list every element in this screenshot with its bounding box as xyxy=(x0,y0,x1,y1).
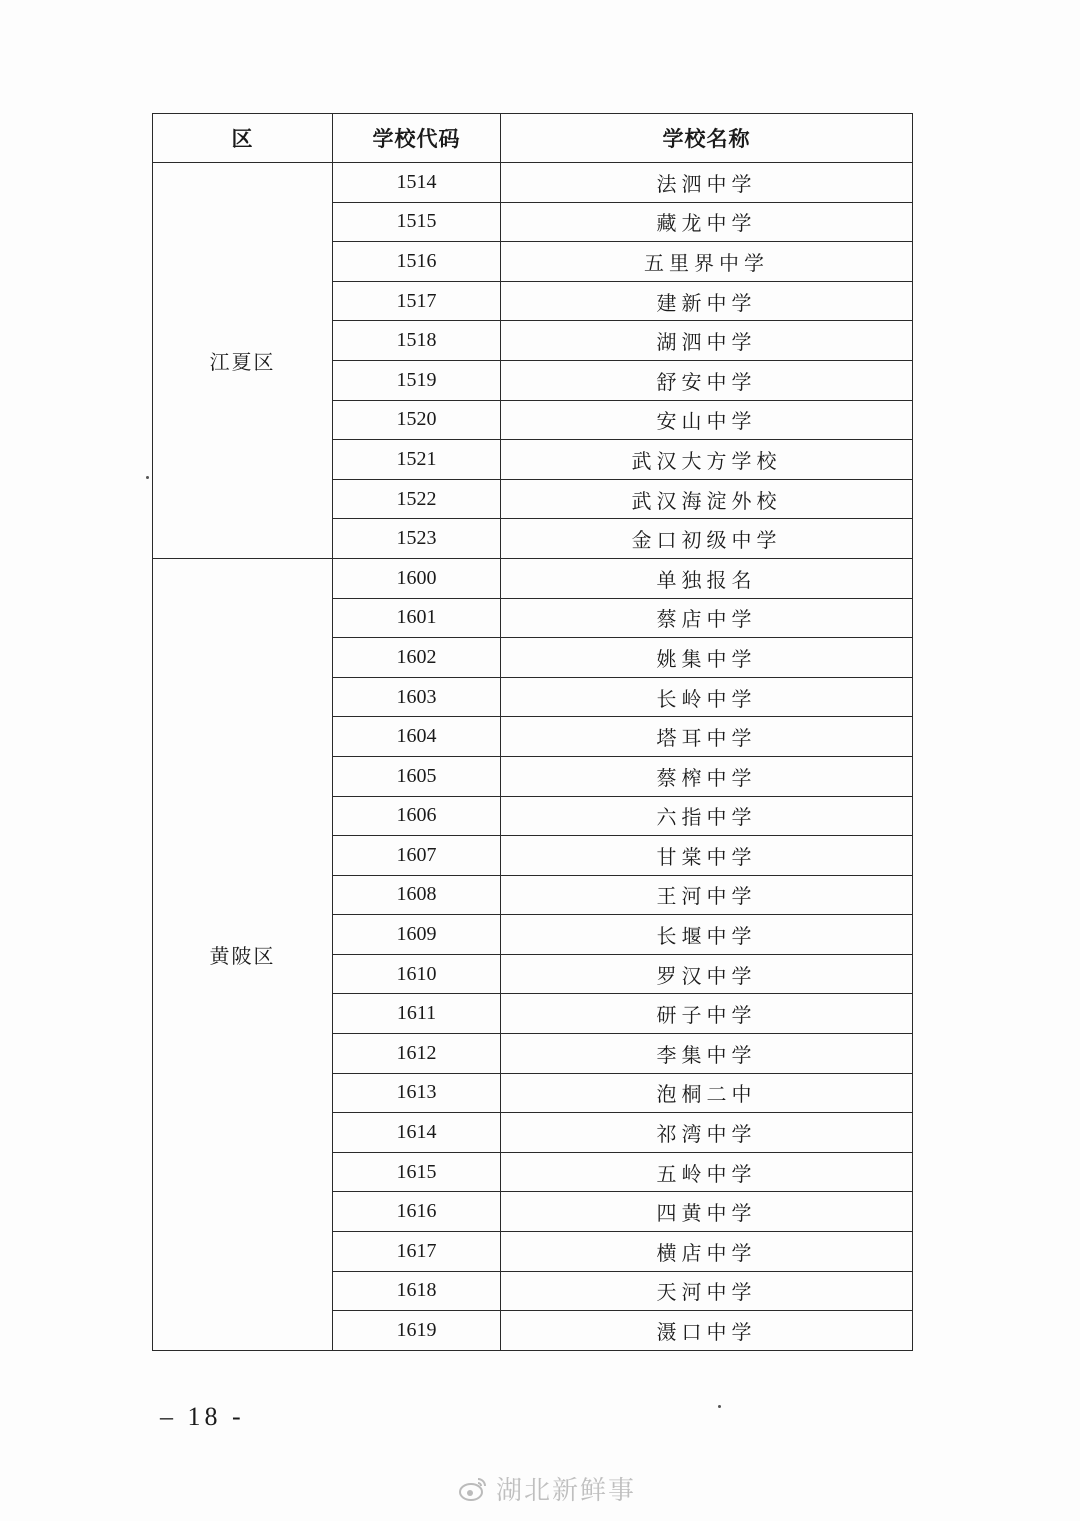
school-code-cell: 1616 xyxy=(333,1192,501,1232)
school-name-cell: 祁湾中学 xyxy=(501,1113,913,1153)
school-code-cell: 1514 xyxy=(333,163,501,203)
school-code-cell: 1611 xyxy=(333,994,501,1034)
school-name-cell: 五岭中学 xyxy=(501,1152,913,1192)
school-name-cell: 塔耳中学 xyxy=(501,717,913,757)
school-code-cell: 1520 xyxy=(333,400,501,440)
school-code-cell: 1610 xyxy=(333,954,501,994)
school-code-cell: 1615 xyxy=(333,1152,501,1192)
school-name-cell: 李集中学 xyxy=(501,1034,913,1074)
school-code-cell: 1613 xyxy=(333,1073,501,1113)
school-code-cell: 1606 xyxy=(333,796,501,836)
school-code-cell: 1518 xyxy=(333,321,501,361)
table-header-row xyxy=(153,114,913,163)
school-code-cell: 1601 xyxy=(333,598,501,638)
page-number: – 18 - xyxy=(160,1402,245,1431)
header-district: 区 xyxy=(153,114,333,163)
scan-speck xyxy=(146,476,149,479)
scan-speck xyxy=(718,1405,721,1408)
school-name-cell: 舒安中学 xyxy=(501,360,913,400)
school-code-cell: 1600 xyxy=(333,558,501,598)
school-code-cell: 1604 xyxy=(333,717,501,757)
district-cell: 江夏区 xyxy=(153,163,333,559)
school-name-cell: 天河中学 xyxy=(501,1271,913,1311)
header-school-name: 学校名称 xyxy=(501,114,913,163)
school-name-cell: 姚集中学 xyxy=(501,638,913,678)
school-code-table xyxy=(152,113,913,1351)
school-code-cell: 1519 xyxy=(333,360,501,400)
school-code-cell: 1607 xyxy=(333,836,501,876)
school-name-cell: 滠口中学 xyxy=(501,1311,913,1351)
school-name-cell: 单独报名 xyxy=(501,558,913,598)
watermark xyxy=(458,1470,636,1507)
school-name-cell: 王河中学 xyxy=(501,875,913,915)
table-row xyxy=(153,163,913,203)
school-name-cell: 罗汉中学 xyxy=(501,954,913,994)
watermark-text: 湖北新鲜事 xyxy=(496,1476,637,1506)
table-row xyxy=(153,558,913,598)
school-code-cell: 1614 xyxy=(333,1113,501,1153)
weibo-logo-icon xyxy=(458,1474,488,1504)
school-name-cell: 武汉大方学校 xyxy=(501,440,913,480)
school-name-cell: 长堰中学 xyxy=(501,915,913,955)
school-code-cell: 1517 xyxy=(333,281,501,321)
school-name-cell: 金口初级中学 xyxy=(501,519,913,559)
header-school-code: 学校代码 xyxy=(333,114,501,163)
school-code-cell: 1619 xyxy=(333,1311,501,1351)
school-name-cell: 泡桐二中 xyxy=(501,1073,913,1113)
school-code-cell: 1516 xyxy=(333,242,501,282)
district-cell: 黄陂区 xyxy=(153,558,333,1350)
school-code-cell: 1612 xyxy=(333,1034,501,1074)
school-name-cell: 湖泗中学 xyxy=(501,321,913,361)
school-code-cell: 1618 xyxy=(333,1271,501,1311)
school-name-cell: 甘棠中学 xyxy=(501,836,913,876)
school-name-cell: 武汉海淀外校 xyxy=(501,479,913,519)
school-code-cell: 1522 xyxy=(333,479,501,519)
school-name-cell: 横店中学 xyxy=(501,1232,913,1272)
school-code-cell: 1602 xyxy=(333,638,501,678)
school-code-cell: 1521 xyxy=(333,440,501,480)
school-code-cell: 1515 xyxy=(333,202,501,242)
school-name-cell: 四黄中学 xyxy=(501,1192,913,1232)
school-name-cell: 法泗中学 xyxy=(501,163,913,203)
school-code-cell: 1617 xyxy=(333,1232,501,1272)
school-name-cell: 长岭中学 xyxy=(501,677,913,717)
school-name-cell: 研子中学 xyxy=(501,994,913,1034)
school-code-cell: 1608 xyxy=(333,875,501,915)
table-body xyxy=(153,163,913,1351)
school-name-cell: 六指中学 xyxy=(501,796,913,836)
school-code-cell: 1523 xyxy=(333,519,501,559)
school-name-cell: 建新中学 xyxy=(501,281,913,321)
school-name-cell: 藏龙中学 xyxy=(501,202,913,242)
school-code-cell: 1603 xyxy=(333,677,501,717)
school-code-cell: 1609 xyxy=(333,915,501,955)
school-name-cell: 安山中学 xyxy=(501,400,913,440)
school-name-cell: 蔡榨中学 xyxy=(501,756,913,796)
school-name-cell: 蔡店中学 xyxy=(501,598,913,638)
school-code-cell: 1605 xyxy=(333,756,501,796)
school-name-cell: 五里界中学 xyxy=(501,242,913,282)
